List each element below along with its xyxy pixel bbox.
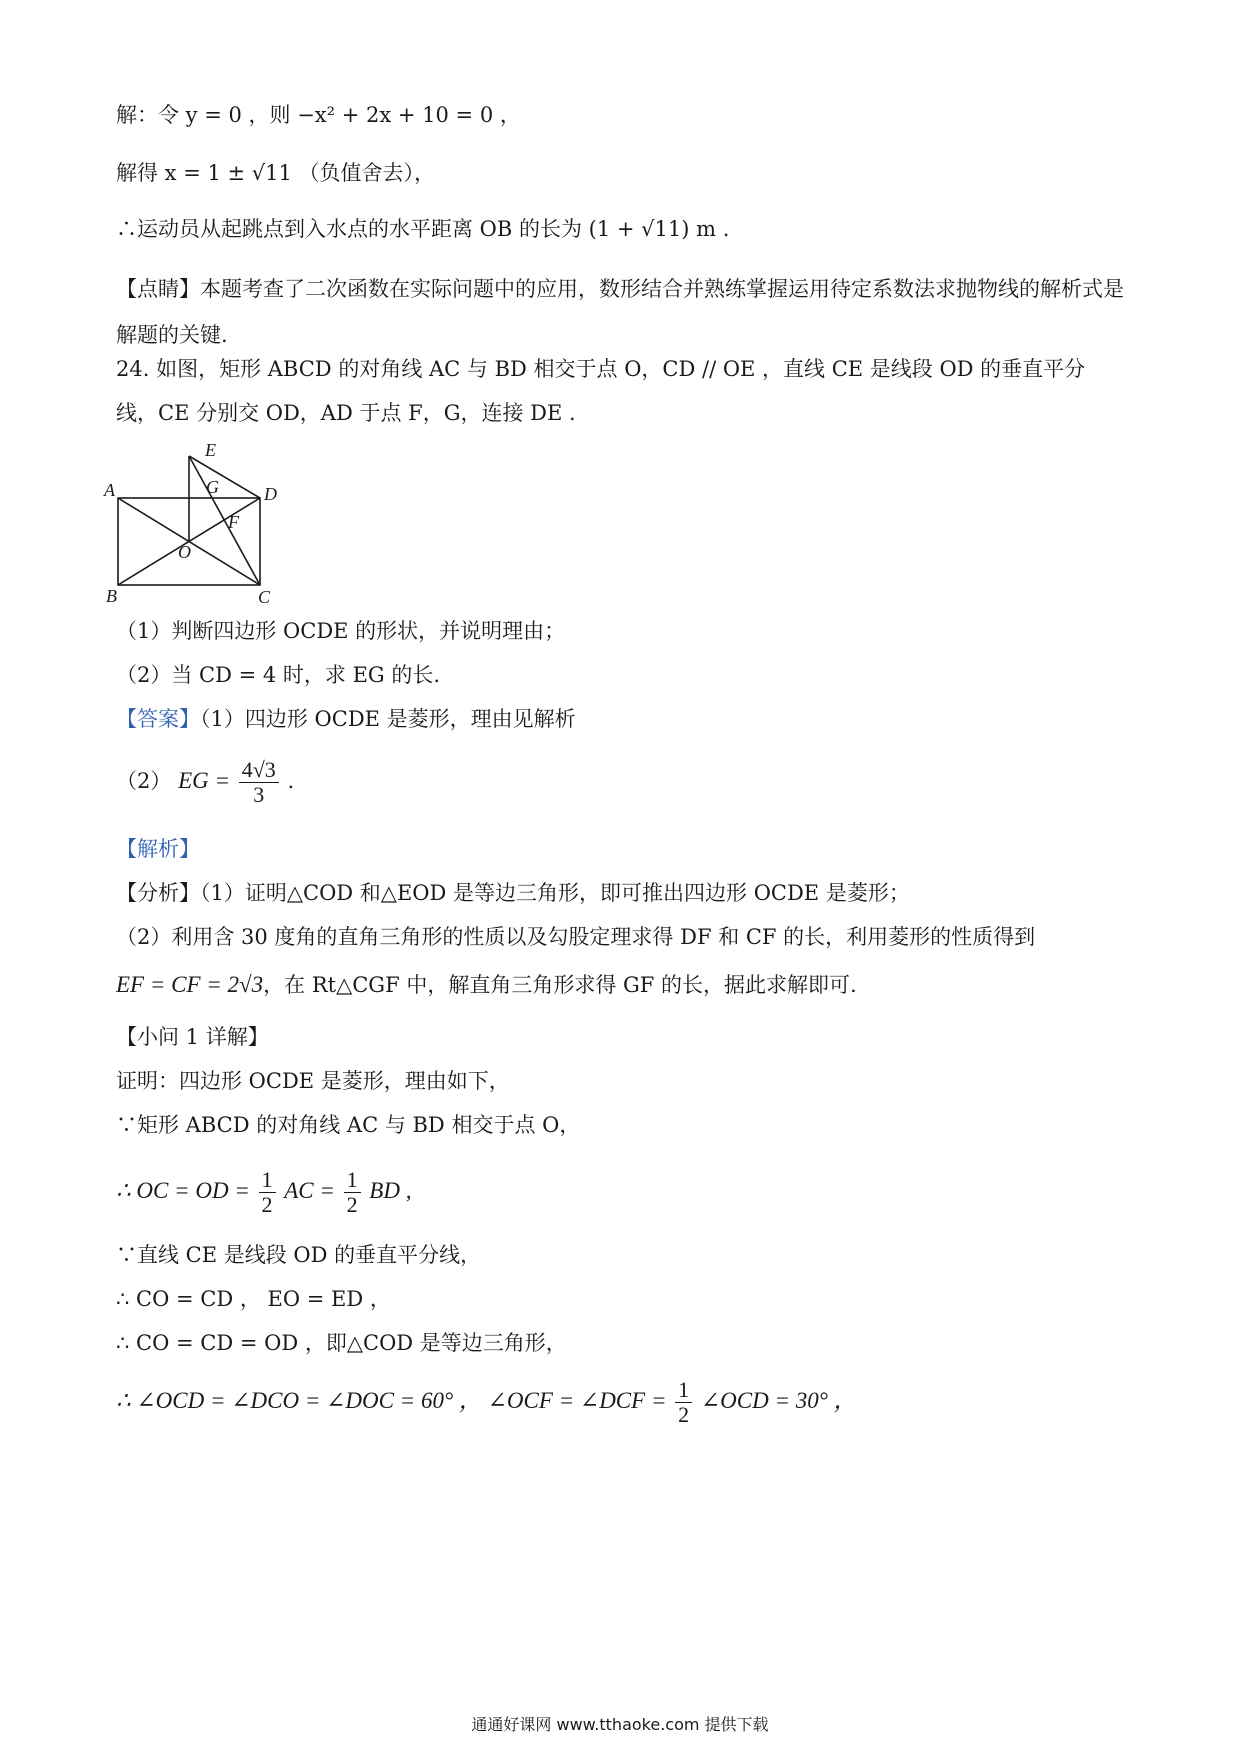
- proof-line-2: ∵矩形 ABCD 的对角线 AC 与 BD 相交于点 O，: [116, 1113, 581, 1137]
- question-2: （2）当 CD = 4 时，求 EG 的长.: [116, 663, 441, 687]
- rectangle-diagram: [104, 477, 318, 675]
- half-num-3: 1: [675, 1378, 692, 1403]
- proof-line-6: ∴ CO = CD = OD ，即△COD 是等边三角形，: [116, 1331, 567, 1355]
- half-den-2: 2: [346, 1192, 358, 1217]
- proof-line-7: [116, 1378, 857, 1427]
- angle-line-a: ∴ ∠OCD = ∠DCO = ∠DOC = 60° ， ∠OCF = ∠DCF =: [116, 1388, 667, 1413]
- label-O: O: [178, 542, 191, 562]
- answer-2-prefix: （2）: [116, 769, 172, 793]
- question-1: （1）判断四边形 OCDE 的形状，并说明理由；: [116, 619, 566, 643]
- label-E-text: E: [205, 440, 216, 460]
- half-num-1: 1: [259, 1168, 276, 1193]
- analysis-line-2: （2）利用含 30 度角的直角三角形的性质以及勾股定理求得 DF 和 CF 的长，利用菱形的性质得到: [116, 925, 1036, 949]
- label-C: C: [258, 587, 271, 607]
- ef-equation: EF = CF = 2√3: [116, 972, 264, 997]
- answer-1-text: （1）四边形 OCDE 是菱形，理由见解析: [200, 707, 576, 731]
- fraction-denominator: 3: [253, 782, 265, 807]
- angle-line-b: ∠OCD = 30° ，: [700, 1388, 857, 1413]
- half-den-1: 2: [261, 1192, 273, 1217]
- half-fraction-3: [675, 1378, 692, 1427]
- subquestion-1-title: 【小问 1 详解】: [116, 1025, 269, 1049]
- proof-line-3: [116, 1168, 411, 1217]
- answer-2-fraction: [239, 758, 279, 807]
- problem-24-line-2: 线，CE 分别交 OD，AD 于点 F，G，连接 DE .: [116, 401, 576, 425]
- half-num-2: 1: [344, 1168, 361, 1193]
- oc-end: BD ,: [369, 1178, 412, 1203]
- answer-2-lhs: EG =: [178, 768, 230, 793]
- label-B: B: [106, 586, 117, 606]
- label-D: D: [264, 484, 277, 504]
- label-G: G: [206, 477, 219, 497]
- proof-line-4: ∵直线 CE 是线段 OD 的垂直平分线，: [116, 1243, 482, 1267]
- answer-line-1: [116, 704, 576, 734]
- analysis-line-1: 【分析】（1）证明△COD 和△EOD 是等边三角形，即可推出四边形 OCDE 是菱形；: [116, 881, 910, 905]
- half-fraction-1: [259, 1168, 276, 1217]
- problem-24-line-1: 24. 如图，矩形 ABCD 的对角线 AC 与 BD 相交于点 O，CD // OE ，直线 CE 是线段 OD 的垂直平分: [116, 357, 1086, 381]
- proof-line-5: ∴ CO = CD ， EO = ED ，: [116, 1287, 391, 1311]
- label-F: F: [228, 512, 239, 532]
- answer-line-2: （2） EG = $\frac{4√3}{3}$ .: [116, 757, 295, 807]
- fraction-numerator: 4√3: [239, 758, 279, 783]
- proof-line-1: 证明：四边形 OCDE 是菱形，理由如下，: [116, 1069, 510, 1093]
- page-footer: 通通好课网 www.tthaoke.com 提供下载: [471, 1715, 769, 1734]
- oc-mid: AC =: [284, 1178, 335, 1203]
- analysis-tag: 【解析】: [116, 837, 200, 861]
- analysis-line-3-text: ，在 Rt△CGF 中，解直角三角形求得 GF 的长，据此求解即可.: [263, 973, 857, 997]
- point-note: 【点睛】本题考查了二次函数在实际问题中的应用，数形结合并熟练掌握运用待定系数法求抛物线的解析式是解题的关键.: [116, 277, 1124, 347]
- half-fraction-2: [344, 1168, 361, 1217]
- half-den-3: 2: [678, 1402, 690, 1427]
- answer-tag: 【答案】: [116, 707, 200, 731]
- oc-eq-prefix: ∴ OC = OD =: [116, 1178, 250, 1203]
- text-line-1: 解：令 y = 0 ，则 −x² + 2x + 10 = 0 ，: [116, 103, 521, 127]
- text-line-2: 解得 x = 1 ± √11 （负值舍去），: [116, 161, 436, 185]
- analysis-line-3: [116, 970, 857, 1000]
- label-A: A: [104, 480, 115, 500]
- text-line-3: ∴运动员从起跳点到入水点的水平距离 OB 的长为 (1 + √11) m .: [116, 217, 730, 241]
